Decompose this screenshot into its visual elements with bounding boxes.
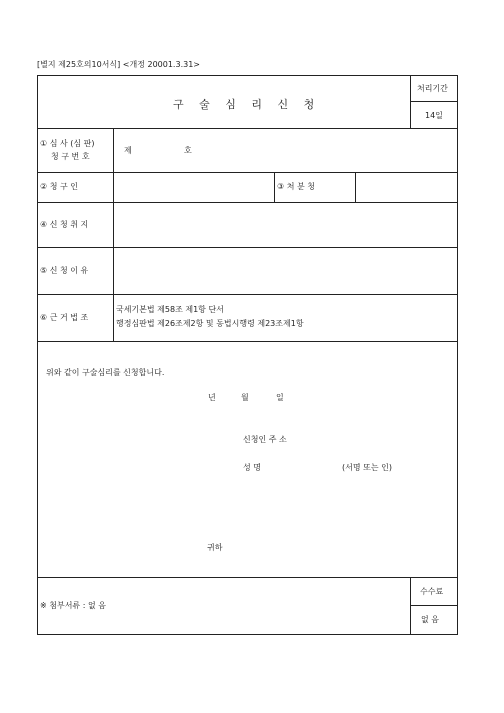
applicant-address-label: 신청인 주 소 — [243, 435, 287, 444]
date-year: 년 — [208, 393, 216, 402]
date-day: 일 — [276, 393, 284, 402]
addressee: 귀하 — [207, 543, 223, 552]
row-line-4 — [37, 247, 458, 248]
claimant-agency-divider — [274, 172, 275, 203]
row-line-6 — [37, 341, 458, 342]
row-line-7 — [37, 577, 458, 578]
row-line-1 — [37, 128, 458, 129]
row-line-2 — [37, 172, 458, 173]
reason-label: ⑤ 신 청 이 유 — [40, 266, 89, 275]
processing-divider — [410, 75, 411, 129]
claim-number-suffix: 호 — [184, 146, 192, 155]
row-line-3 — [37, 202, 458, 203]
claim-number-prefix: 제 — [124, 146, 132, 155]
purpose-label: ④ 신 청 취 지 — [40, 220, 89, 229]
fee-label: 수수료 — [420, 587, 444, 596]
label-column-divider — [113, 128, 114, 342]
legal-basis-line-2: 행정심판법 제26조제2항 및 동법시행령 제23조제1항 — [116, 319, 304, 328]
date-month: 월 — [241, 393, 249, 402]
attachments-note: ※ 첨부서류 : 없 음 — [40, 601, 106, 610]
signature-label: (서명 또는 인) — [342, 463, 392, 472]
agency-label: ③ 처 분 청 — [277, 182, 315, 191]
fee-mid-line — [410, 605, 458, 606]
border-left — [37, 75, 38, 635]
border-right — [457, 75, 458, 635]
fee-divider — [410, 577, 411, 635]
applicant-name-label: 성 명 — [243, 463, 261, 472]
processing-mid-line — [410, 101, 458, 102]
processing-period-value: 14일 — [425, 111, 443, 120]
border-top — [37, 75, 458, 76]
row-line-5 — [37, 294, 458, 295]
form-number-note: [별지 제25호의10서식] <개정 20001.3.31> — [37, 60, 200, 69]
border-bottom — [37, 634, 458, 635]
claim-number-label-2: 청 구 번 호 — [51, 152, 90, 161]
statement-text: 위와 같이 구술심리를 신청합니다. — [46, 368, 165, 377]
claimant-label: ② 청 구 인 — [40, 182, 78, 191]
processing-period-label: 처리기간 — [417, 84, 448, 93]
legal-basis-label: ⑥ 근 거 법 조 — [40, 313, 89, 322]
fee-value: 없 음 — [421, 615, 439, 624]
agency-value-divider — [355, 172, 356, 203]
legal-basis-line-1: 국세기본법 제58조 제1항 단서 — [116, 305, 224, 314]
claim-number-label-1: ① 심 사 (심 판) — [40, 139, 95, 148]
form-title: 구 술 심 리 신 청 — [173, 98, 321, 111]
